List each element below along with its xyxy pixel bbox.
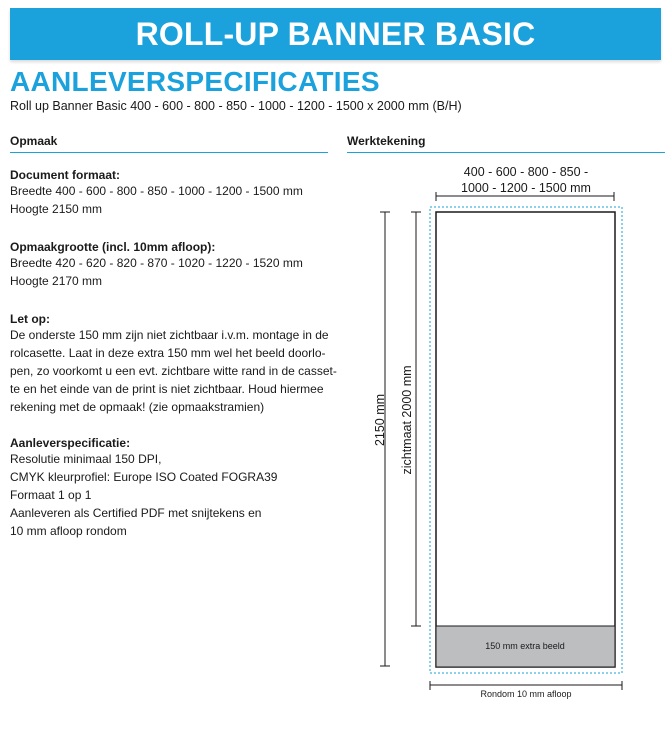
section-title: Let op:	[10, 312, 50, 326]
section-layout-size	[10, 240, 340, 290]
page-heading: AANLEVERSPECIFICATIES	[10, 66, 380, 97]
section-line: rolcasette. Laat in deze extra 150 mm wel het beeld doorlo-	[10, 346, 326, 360]
section-delivery-spec	[10, 436, 340, 540]
extra-image-label: 150 mm extra beeld	[485, 641, 565, 651]
visible-height-label: zichtmaat 2000 mm	[400, 365, 414, 475]
section-line: rekening met de opmaak! (zie opmaakstramien)	[10, 400, 265, 414]
technical-drawing	[347, 160, 667, 700]
bleed-label: Rondom 10 mm afloop	[480, 689, 572, 699]
section-document-format	[10, 168, 340, 218]
total-height-label: 2150 mm	[373, 393, 387, 447]
section-line: te en het einde van de print is niet zichtbaar. Houd hiermee	[10, 382, 324, 396]
section-line: De onderste 150 mm zijn niet zichtbaar i.v.m. montage in de	[10, 328, 329, 342]
product-subline: Roll up Banner Basic 400 - 600 - 800 - 850 - 1000 - 1200 - 1500 x 2000 mm (B/H)	[10, 99, 462, 113]
section-line: Resolutie minimaal 150 DPI,	[10, 452, 162, 466]
section-title: Opmaakgrootte (incl. 10mm afloop):	[10, 240, 216, 254]
banner-title: ROLL-UP BANNER BASIC	[135, 15, 536, 52]
section-line: Breedte 400 - 600 - 800 - 850 - 1000 - 1200 - 1500 mm	[10, 184, 303, 198]
section-line: Hoogte 2150 mm	[10, 202, 103, 216]
title-banner	[10, 8, 661, 60]
width-label-line1: 400 - 600 - 800 - 850 -	[463, 165, 589, 179]
section-note	[10, 312, 340, 416]
section-title: Document formaat:	[10, 168, 121, 182]
section-line: Breedte 420 - 620 - 820 - 870 - 1020 - 1220 - 1520 mm	[10, 256, 303, 270]
column-header-werktekening: Werktekening	[347, 134, 665, 153]
section-line: Formaat 1 op 1	[10, 488, 92, 502]
width-label-line2: 1000 - 1200 - 1500 mm	[461, 181, 591, 195]
banner-outline	[436, 212, 615, 667]
section-line: Aanleveren als Certified PDF met snijtekens en	[10, 506, 262, 520]
section-line: 10 mm afloop rondom	[10, 524, 127, 538]
section-line: Hoogte 2170 mm	[10, 274, 103, 288]
section-title: Aanleverspecificatie:	[10, 436, 131, 450]
section-line: CMYK kleurprofiel: Europe ISO Coated FOGRA39	[10, 470, 278, 484]
column-header-opmaak: Opmaak	[10, 134, 328, 153]
section-line: pen, zo voorkomt u een evt. zichtbare witte rand in de casset-	[10, 364, 337, 378]
